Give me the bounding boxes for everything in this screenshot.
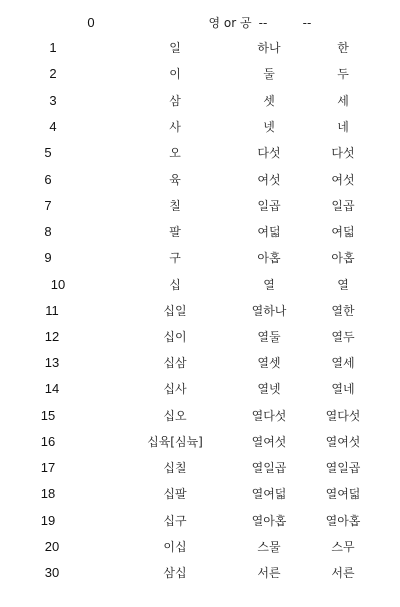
attributive-cell: 아홉 xyxy=(331,251,355,265)
row-number: 30 xyxy=(44,565,60,580)
sino-korean-cell: 이십 xyxy=(163,540,187,554)
sino-korean-cell: 사 xyxy=(169,120,181,134)
native-korean-cell: 서른 xyxy=(257,566,281,580)
attributive-cell: 열한 xyxy=(331,304,355,318)
native-korean-cell: 열셋 xyxy=(257,356,281,370)
row-number: 10 xyxy=(50,277,66,292)
row-number: 8 xyxy=(44,224,52,239)
sino-korean-cell: 십삼 xyxy=(163,356,187,370)
native-korean-cell: 열여섯 xyxy=(251,435,287,449)
attributive-cell: 열세 xyxy=(331,356,355,370)
sino-korean-cell: 육 xyxy=(169,173,181,187)
native-korean-cell: 아홉 xyxy=(257,251,281,265)
attributive-cell: 일곱 xyxy=(331,199,355,213)
native-korean-cell: 여섯 xyxy=(257,173,281,187)
row-number: 4 xyxy=(49,119,57,134)
row-number: 5 xyxy=(44,145,52,160)
sino-korean-cell: 영 or 공 xyxy=(208,16,252,30)
native-korean-cell: 열여덟 xyxy=(251,487,287,501)
native-korean-cell: 열넷 xyxy=(257,382,281,396)
native-korean-cell: 하나 xyxy=(257,41,281,55)
attributive-cell: 열다섯 xyxy=(325,409,361,423)
sino-korean-cell: 이 xyxy=(169,67,181,81)
native-korean-cell: 셋 xyxy=(263,94,275,108)
attributive-cell: 여섯 xyxy=(331,173,355,187)
native-korean-cell: 열 xyxy=(263,278,275,292)
attributive-cell: 열네 xyxy=(331,382,355,396)
sino-korean-cell: 십이 xyxy=(163,330,187,344)
row-number: 7 xyxy=(44,198,52,213)
sino-korean-cell: 십 xyxy=(169,278,181,292)
sino-korean-cell: 십팔 xyxy=(163,487,187,501)
native-korean-cell: 열일곱 xyxy=(251,461,287,475)
row-number: 1 xyxy=(49,40,57,55)
row-number: 13 xyxy=(44,355,60,370)
native-korean-cell: 스물 xyxy=(257,540,281,554)
row-number: 9 xyxy=(44,250,52,265)
native-korean-cell: 여덟 xyxy=(257,225,281,239)
attributive-cell: 네 xyxy=(337,120,349,134)
row-number: 20 xyxy=(44,539,60,554)
row-number: 2 xyxy=(49,66,57,81)
sino-korean-cell: 십사 xyxy=(163,382,187,396)
attributive-cell: 열여섯 xyxy=(325,435,361,449)
native-korean-cell: 열하나 xyxy=(251,304,287,318)
sino-korean-cell: 삼 xyxy=(169,94,181,108)
native-korean-cell: 열아홉 xyxy=(251,514,287,528)
native-korean-cell: 일곱 xyxy=(257,199,281,213)
native-korean-cell: 다섯 xyxy=(257,146,281,160)
row-number: 15 xyxy=(40,408,56,423)
attributive-cell: 서른 xyxy=(331,566,355,580)
row-number: 16 xyxy=(40,434,56,449)
sino-korean-cell: 십오 xyxy=(163,409,187,423)
row-number: 14 xyxy=(44,381,60,396)
native-korean-cell: 넷 xyxy=(263,120,275,134)
attributive-cell: 열두 xyxy=(331,330,355,344)
sino-korean-cell: 팔 xyxy=(169,225,181,239)
row-number: 6 xyxy=(44,172,52,187)
sino-korean-cell: 십일 xyxy=(163,304,187,318)
native-korean-cell: 열둘 xyxy=(257,330,281,344)
native-korean-cell: 열다섯 xyxy=(251,409,287,423)
native-korean-cell: 둘 xyxy=(263,67,275,81)
row-number: 3 xyxy=(49,93,57,108)
attributive-cell: -- xyxy=(302,16,312,30)
attributive-cell: 열일곱 xyxy=(325,461,361,475)
row-number: 18 xyxy=(40,486,56,501)
attributive-cell: 두 xyxy=(337,67,349,81)
attributive-cell: 열 xyxy=(337,278,349,292)
row-number: 17 xyxy=(40,460,56,475)
native-korean-cell: -- xyxy=(258,16,268,30)
attributive-cell: 다섯 xyxy=(331,146,355,160)
row-number: 12 xyxy=(44,329,60,344)
sino-korean-cell: 십칠 xyxy=(163,461,187,475)
row-number: 0 xyxy=(87,15,95,30)
sino-korean-cell: 칠 xyxy=(169,199,181,213)
attributive-cell: 스무 xyxy=(331,540,355,554)
row-number: 19 xyxy=(40,513,56,528)
sino-korean-cell: 십구 xyxy=(163,514,187,528)
sino-korean-cell: 삼십 xyxy=(163,566,187,580)
row-number: 11 xyxy=(45,303,59,318)
sino-korean-cell: 일 xyxy=(169,41,181,55)
attributive-cell: 여덟 xyxy=(331,225,355,239)
sino-korean-cell: 오 xyxy=(169,146,181,160)
sino-korean-cell: 십육[심뉵] xyxy=(147,435,203,449)
sino-korean-cell: 구 xyxy=(169,251,181,265)
attributive-cell: 세 xyxy=(337,94,349,108)
attributive-cell: 열아홉 xyxy=(325,514,361,528)
attributive-cell: 한 xyxy=(337,41,349,55)
attributive-cell: 열여덟 xyxy=(325,487,361,501)
